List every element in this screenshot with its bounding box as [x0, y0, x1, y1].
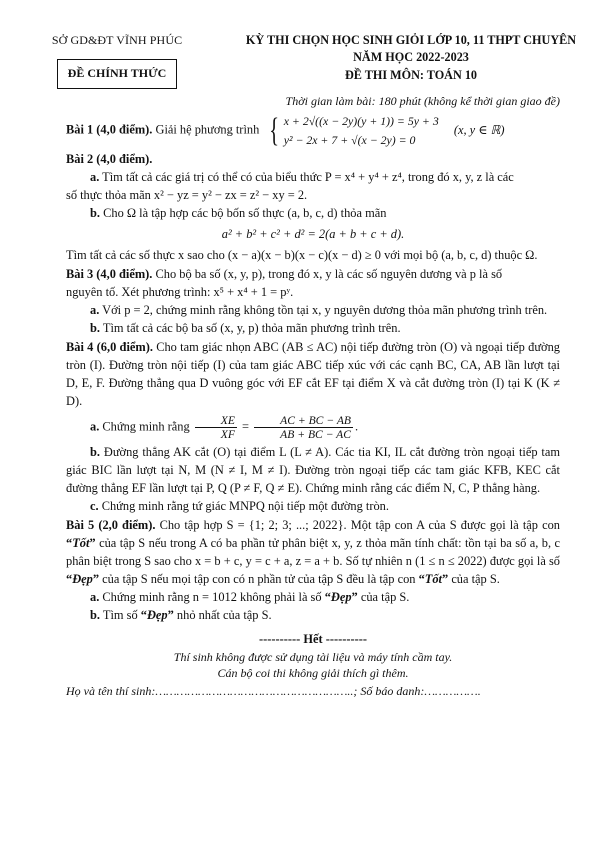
problem-3a: [66, 302, 560, 320]
candidate-info-line: Họ và tên thí sinh:………………………………………………..; Số báo danh:…………….: [66, 684, 481, 699]
exam-subject: ĐỀ THI MÔN: TOÁN 10: [344, 67, 478, 82]
quote-close: ”: [167, 608, 174, 623]
fraction-numerator: XE: [195, 414, 237, 428]
equals-sign: =: [242, 419, 250, 434]
equation-1: x + 2√((x − 2y)(y + 1)) = 5y + 3: [283, 114, 439, 128]
problem-2b-text1: Cho Ω là tập hợp các bộ bốn số thực (a, b, c, d) thỏa mãn: [103, 205, 387, 220]
problem-3: [66, 265, 560, 284]
problem-3b-label: b.: [90, 320, 100, 335]
problem-3-text1: Cho bộ ba số (x, y, p), trong đó x, y là các số nguyên dương và p là số: [155, 266, 503, 281]
time-note: Thời gian làm bài: 180 phút (không kể thời gian giao đề): [285, 94, 560, 108]
problem-4-text: Cho tam giác nhọn ABC (AB ≤ AC) nội tiếp đường tròn (O) và ngoại tiếp đường tròn (I). Đường tròn nội tiếp (I) của tam giác ABC tiếp xúc với các cạnh BC, CA, AB lần lượt tại D, E, F. Đường thẳng qua D vuông góc với EF cắt EF tại điểm X và cắt đường tròn (I) tại K (K ≠ D).: [66, 339, 560, 408]
problem-4a-label: a.: [90, 419, 100, 434]
header-right: [225, 32, 597, 84]
problem-2a: [66, 169, 560, 187]
problem-3b: [66, 320, 560, 338]
problem-2b-label: b.: [90, 205, 100, 220]
problem-4a-text: Chứng minh rằng: [102, 419, 190, 434]
problem-5-text1: Cho tập hợp S = {1; 2; 3; ...; 2022}. Một tập con A của S được gọi là tập con: [159, 518, 560, 533]
problem-2a-cont: số thực thỏa mãn x² − yz = y² − zx = z² − xy = 2.: [66, 187, 308, 202]
problem-5a-label: a.: [90, 590, 100, 605]
problem-1-label: Bài 1 (4,0 điểm).: [66, 122, 153, 137]
school-year: NĂM HỌC 2022-2023: [353, 50, 469, 65]
equation-system: [266, 112, 438, 150]
problem-1: [66, 112, 560, 150]
candidate-note: Thí sinh không được sử dụng tài liệu và máy tính cầm tay.: [173, 650, 453, 665]
system-lines: [284, 112, 439, 150]
term-dep: Đẹp: [72, 572, 93, 587]
problem-4b: [66, 444, 560, 498]
problem-4b-text: Đường thẳng AK cắt (O) tại điểm L (L ≠ A). Các tia KI, IL cắt đường tròn ngoại tiếp tam giác BIC lần lượt tại N, M (N ≠ I, M ≠ I). Đường tròn ngoại tiếp các tam giác KFB, KEC cắt đường thẳng EF lần lượt tại P, Q (P ≠ F, Q ≠ E). Chứng minh rằng các điểm N, C, P thẳng hàng.: [66, 445, 560, 496]
problem-3-label: Bài 3 (4,0 điểm).: [66, 266, 153, 281]
department-name: SỞ GD&ĐT VĨNH PHÚC: [51, 33, 183, 47]
brace-symbol: {: [269, 111, 280, 149]
fraction-denominator: XF: [220, 427, 235, 441]
fraction-denominator: AB + BC − AC: [280, 427, 351, 441]
problem-5b-text-pre: Tìm số: [102, 608, 138, 623]
problem-2b-equation: a² + b² + c² + d² = 2(a + b + c + d).: [221, 226, 405, 241]
quote-open: “: [66, 572, 73, 587]
problem-5: [66, 516, 560, 589]
problem-3a-text: Với p = 2, chứng minh rằng không tồn tại x, y nguyên dương thỏa mãn phương trình trên.: [102, 302, 548, 317]
problem-4c-label: c.: [90, 499, 99, 514]
problem-4b-label: b.: [90, 445, 100, 460]
term-dep: Đẹp: [330, 590, 352, 605]
fraction-numerator: AC + BC − AB: [254, 414, 353, 428]
header-left: [22, 32, 212, 89]
exam-content: [66, 112, 560, 701]
fraction-sides: [254, 414, 353, 442]
quote-close: ”: [351, 590, 358, 605]
quote-close: ”: [89, 536, 96, 551]
problem-5a-text-post: của tập S.: [360, 590, 410, 605]
problem-4a: [66, 414, 560, 442]
problem-2a-text1: Tìm tất cả các giá trị có thể có của biểu thức P = x⁴ + y⁴ + z⁴, trong đó x, y, z là các: [102, 169, 514, 184]
quote-close: ”: [442, 572, 449, 587]
problem-5-text4: của tập S.: [451, 572, 500, 587]
term-tot: Tốt: [72, 536, 90, 551]
problem-4c: [66, 498, 560, 516]
problem-1-domain: (x, y ∈ ℝ): [453, 122, 505, 137]
quote-open: “: [66, 536, 73, 551]
problem-5b: [66, 607, 560, 625]
problem-5-text2: của tập S nếu trong A có ba phần tử phân biệt x, y, z thỏa mãn tính chất: tồn tại ba số a, b, c phân biệt trong S sao cho x = b + c, y = c + a, z = a + b. Số tự nhiên n (1 ≤ n ≤ 2022) được gọi là số: [66, 536, 560, 569]
problem-2b: [66, 205, 560, 223]
quote-open: “: [140, 608, 147, 623]
equation-2: y² − 2x + 7 + √(x − 2y) = 0: [283, 132, 416, 147]
quote-open: “: [324, 590, 331, 605]
quote-open: “: [418, 572, 425, 587]
quote-close: ”: [92, 572, 100, 587]
problem-5a-text-pre: Chứng minh rằng n = 1012 không phải là số: [102, 590, 322, 605]
problem-5-text3: của tập S nếu mọi tập con có n phần tử của tập S đều là tập con: [102, 572, 416, 587]
period: .: [354, 419, 359, 434]
problem-2-label: Bài 2 (4,0 điểm).: [66, 151, 153, 166]
problem-4: [66, 338, 560, 411]
problem-5b-text-post: nhỏ nhất của tập S.: [176, 608, 272, 623]
problem-5-label: Bài 5 (2,0 điểm).: [66, 518, 156, 533]
official-label: ĐỀ CHÍNH THỨC: [57, 59, 178, 88]
problem-2a-label: a.: [90, 169, 100, 184]
invigilator-note: Cán bộ coi thi không giải thích gì thêm.: [217, 666, 409, 681]
problem-4c-text: Chứng minh rằng tứ giác MNPQ nội tiếp một đường tròn.: [101, 499, 389, 514]
term-tot: Tốt: [424, 572, 442, 587]
fraction-xe-xf: [195, 414, 237, 442]
problem-3a-label: a.: [90, 302, 100, 317]
problem-4-label: Bài 4 (6,0 điểm).: [66, 339, 153, 354]
problem-3-text2: nguyên tố. Xét phương trình: x⁵ + x⁴ + 1 = pʸ.: [66, 284, 294, 299]
end-marker: ---------- Hết ----------: [259, 632, 367, 647]
problem-1-text: Giải hệ phương trình: [155, 122, 260, 137]
problem-5b-label: b.: [90, 608, 100, 623]
term-dep: Đẹp: [146, 608, 168, 623]
problem-5a: [66, 589, 560, 607]
exam-title: KỲ THI CHỌN HỌC SINH GIỎI LỚP 10, 11 THPT CHUYÊN: [245, 33, 577, 47]
problem-3b-text: Tìm tất cả các bộ ba số (x, y, p) thỏa mãn phương trình trên.: [102, 320, 401, 335]
problem-2b-text2: Tìm tất cả các số thực x sao cho (x − a)(x − b)(x − c)(x − d) ≥ 0 với mọi bộ (a, b, c, d) thuộc Ω.: [66, 247, 538, 262]
